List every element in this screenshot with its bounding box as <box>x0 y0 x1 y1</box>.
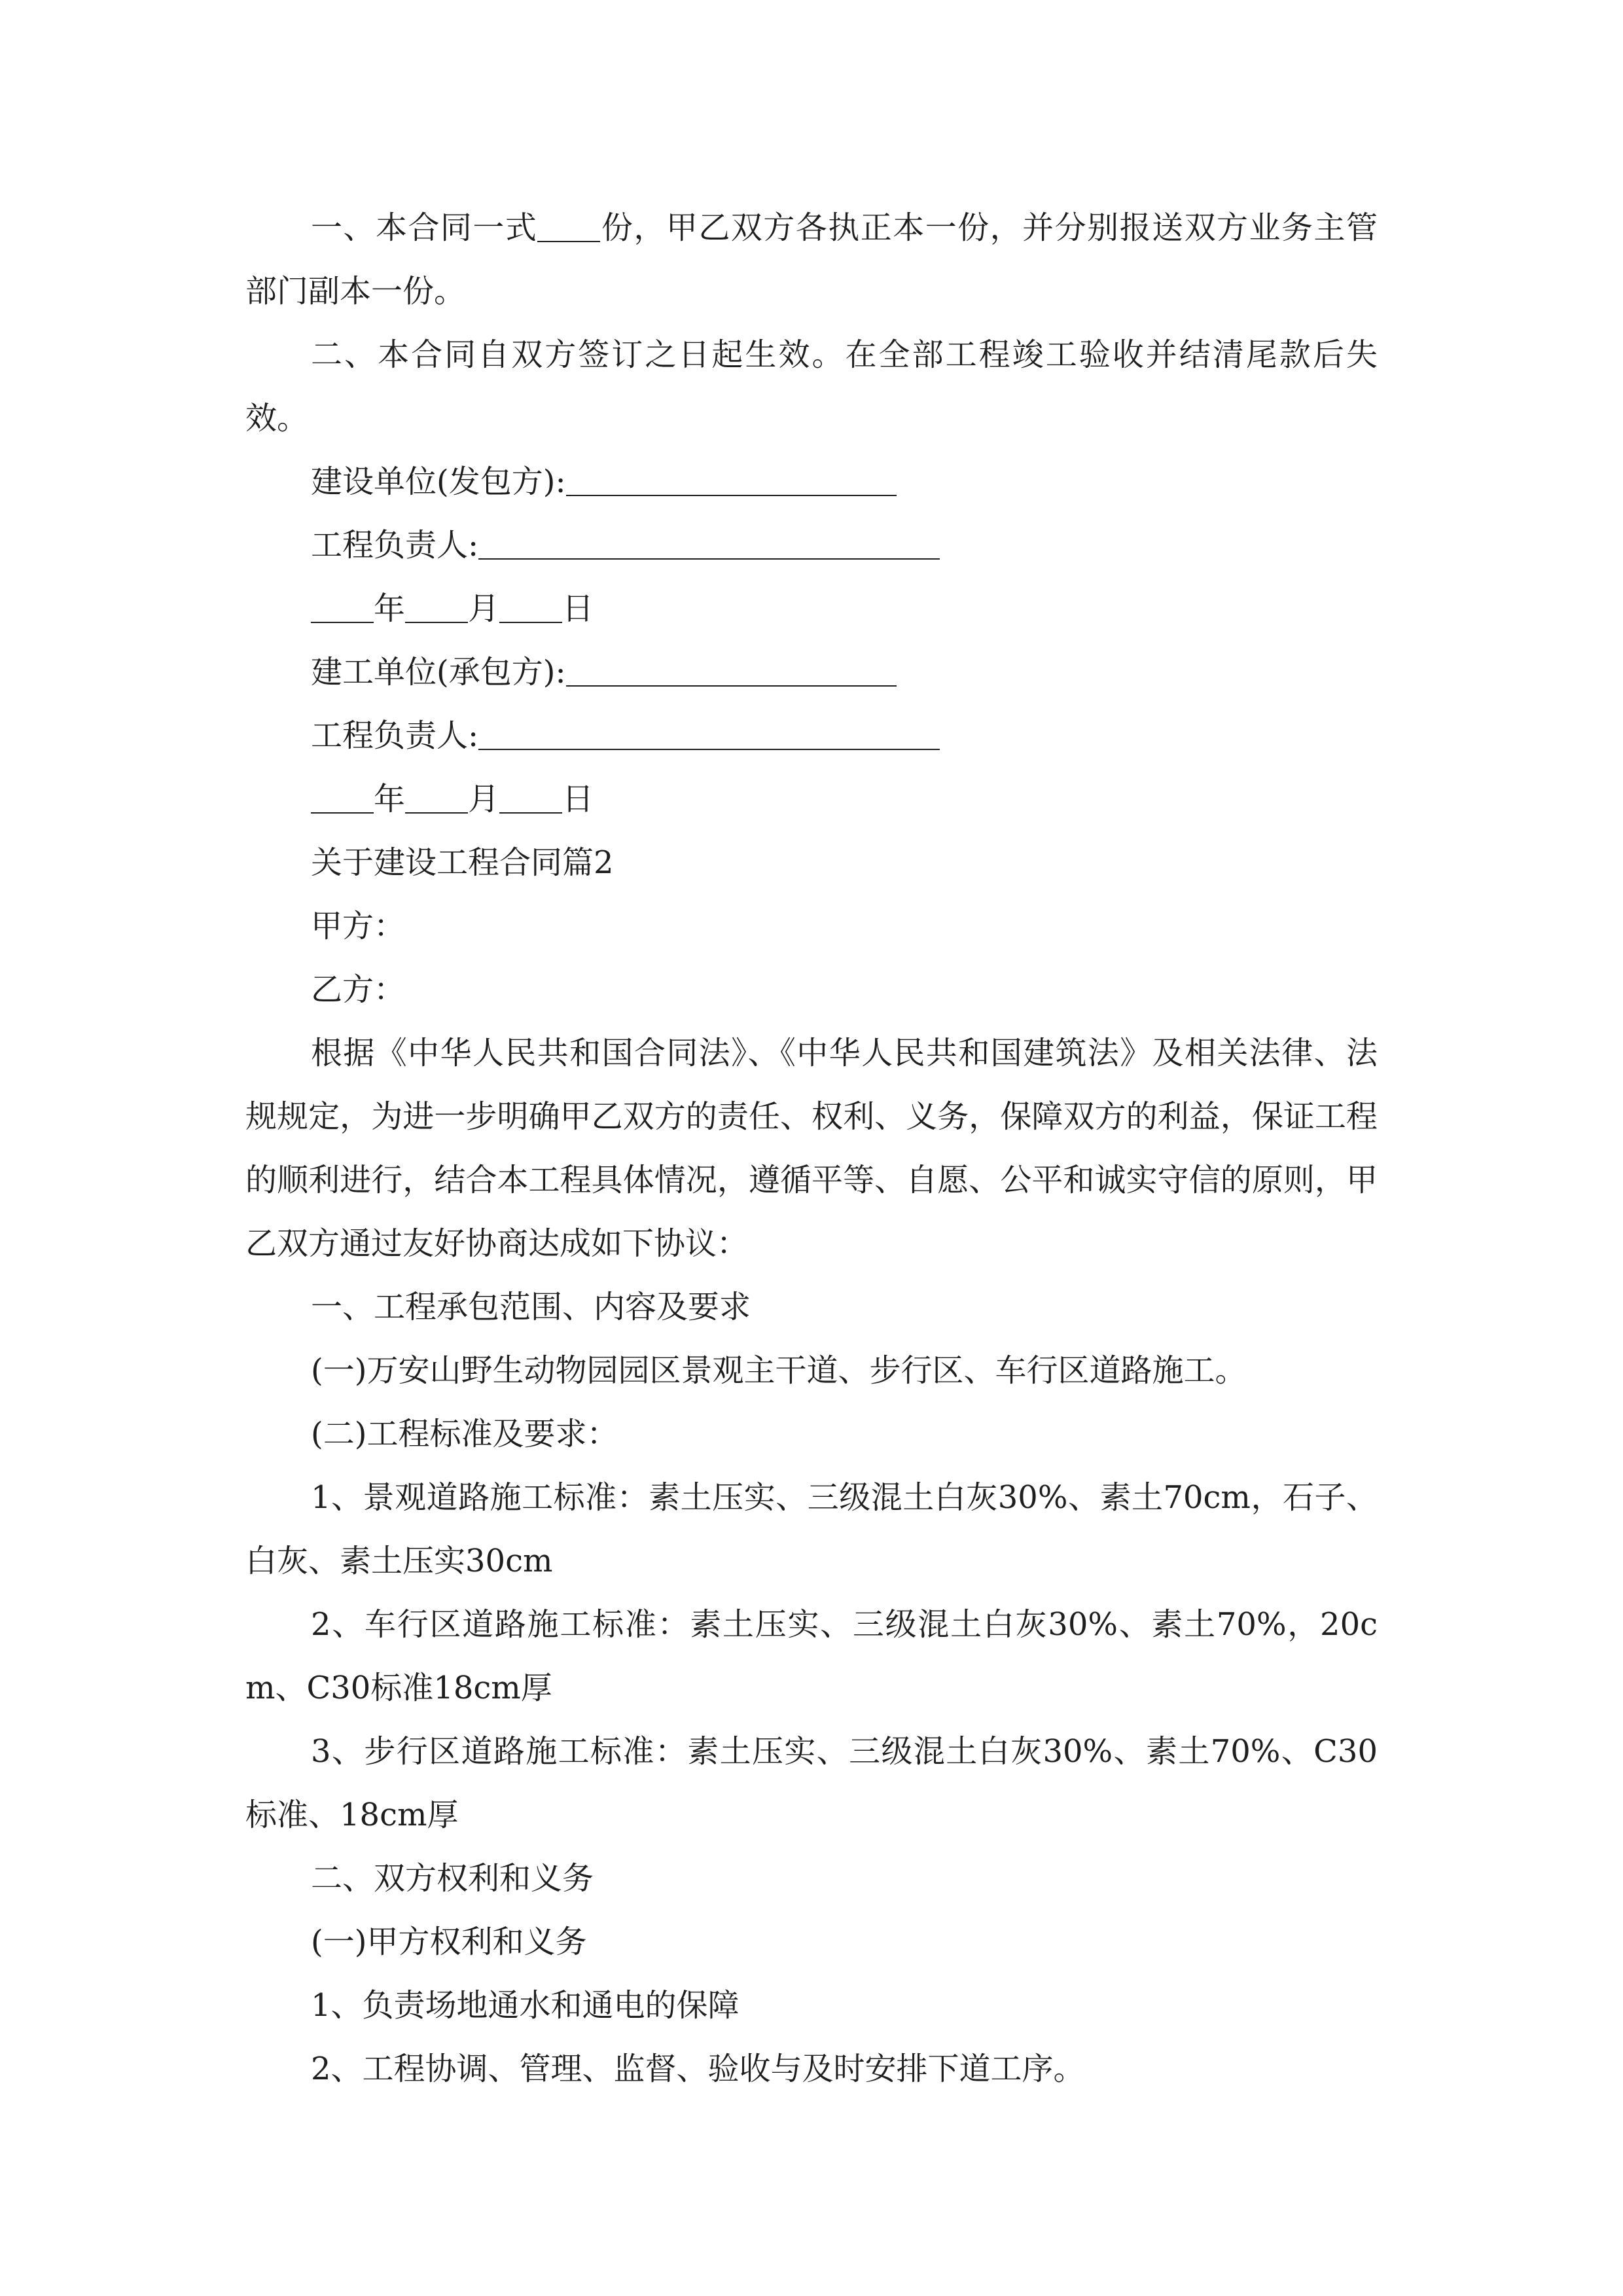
standard-3: 3、步行区道路施工标准：素土压实、三级混土白灰30%、素土70%、C30标准、18cm厚 <box>245 1733 1378 1833</box>
day-blank <box>499 590 562 623</box>
contractor-manager-blank <box>478 717 940 750</box>
clause-effective: 二、本合同自双方签订之日起生效。在全部工程竣工验收并结清尾款后失效。 <box>245 336 1378 437</box>
clause-copies-text-start: 一、本合同一式 <box>311 209 538 246</box>
year-label: 年 <box>374 590 406 627</box>
signature-contractor-date <box>245 768 1378 831</box>
month-label: 月 <box>468 781 500 817</box>
year-blank <box>311 590 374 623</box>
day-label: 日 <box>562 590 594 627</box>
section-2-heading: 二、双方权利和义务 <box>311 1860 594 1897</box>
party-a: 甲方： <box>311 908 406 944</box>
contract-title-2: 关于建设工程合同篇2 <box>311 844 614 881</box>
employer-manager-blank <box>478 527 940 560</box>
month-blank <box>405 590 468 623</box>
contractor-unit-label: 建工单位(承包方): <box>311 654 566 691</box>
employer-unit-blank <box>566 463 897 496</box>
signature-employer-date <box>245 577 1378 641</box>
clause-copies-text-end: 份，甲乙双方各执正本一份，并分别报送双方业务主管部门副本一份。 <box>245 209 1378 310</box>
document-page <box>245 196 1378 2101</box>
day-blank <box>499 781 562 814</box>
section-1-item-1: (一)万安山野生动物园园区景观主干道、步行区、车行区道路施工。 <box>311 1352 1247 1389</box>
year-label: 年 <box>374 781 406 817</box>
signature-contractor-unit <box>245 641 1378 704</box>
duty-1: 1、负责场地通水和通电的保障 <box>311 1987 740 2024</box>
employer-unit-label: 建设单位(发包方): <box>311 463 566 500</box>
party-b: 乙方： <box>311 971 406 1008</box>
signature-employer-manager <box>245 514 1378 577</box>
employer-manager-label: 工程负责人: <box>311 527 479 564</box>
duty-2: 2、工程协调、管理、监督、验收与及时安排下道工序。 <box>311 2051 1085 2087</box>
month-label: 月 <box>468 590 500 627</box>
standard-2: 2、车行区道路施工标准：素土压实、三级混土白灰30%、素土70%，20cm、C30标准18cm厚 <box>245 1606 1378 1706</box>
year-blank <box>311 781 374 814</box>
copies-blank <box>537 209 600 242</box>
standard-1: 1、景观道路施工标准：素土压实、三级混土白灰30%、素土70cm，石子、白灰、素土压实30cm <box>245 1479 1378 1579</box>
month-blank <box>405 781 468 814</box>
section-2-item-1: (一)甲方权利和义务 <box>311 1924 587 1960</box>
intro-paragraph: 根据《中华人民共和国合同法》、《中华人民共和国建筑法》及相关法律、法规规定，为进一步明确甲乙双方的责任、权利、义务，保障双方的利益，保证工程的顺利进行，结合本工程具体情况，遵循平等、自愿、公平和诚实守信的原则，甲乙双方通过友好协商达成如下协议： <box>245 1035 1378 1262</box>
day-label: 日 <box>562 781 594 817</box>
contractor-manager-label: 工程负责人: <box>311 717 479 754</box>
clause-copies <box>245 196 1378 323</box>
section-1-heading: 一、工程承包范围、内容及要求 <box>311 1289 751 1325</box>
section-1-item-2: (二)工程标准及要求： <box>311 1416 618 1452</box>
signature-employer-unit <box>245 450 1378 514</box>
signature-contractor-manager <box>245 704 1378 768</box>
contractor-unit-blank <box>566 654 897 687</box>
